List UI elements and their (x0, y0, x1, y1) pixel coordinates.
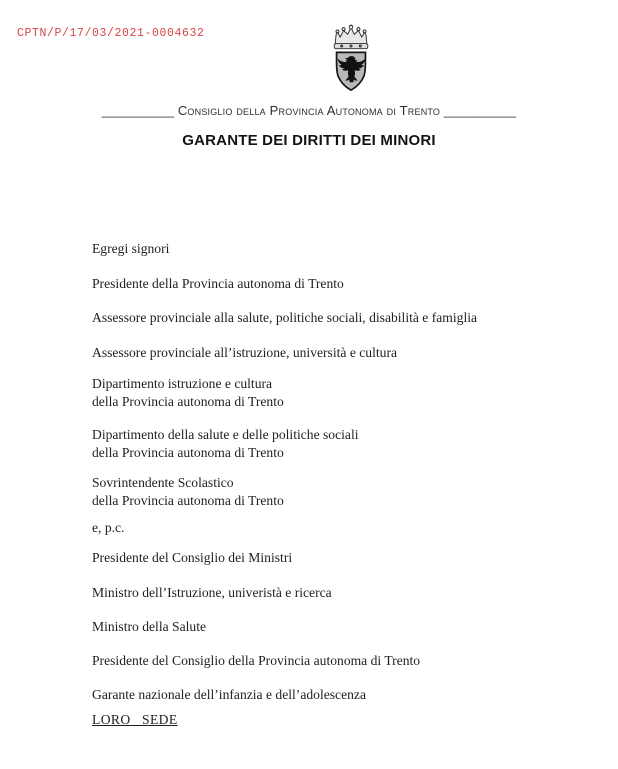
salutation: Egregi signori (92, 241, 170, 256)
cc-recipient-item: Presidente del Consiglio dei Ministri (92, 550, 293, 565)
cc-recipient-item: Ministro dell’Istruzione, univeristà e ricerca (92, 585, 332, 600)
cc-recipient-item: Ministro della Salute (92, 619, 207, 634)
recipient-item: Dipartimento della salute e delle politiche sociali della Provincia autonoma di Trento (92, 427, 359, 460)
protocol-number: CPTN/P/17/03/2021-0004632 (17, 27, 205, 40)
trento-coat-of-arms-icon (323, 23, 379, 93)
cc-recipient-item: Garante nazionale dell’infanzia e dell’adolescenza (92, 687, 366, 702)
cc-label: e, p.c. (92, 520, 125, 535)
header-rule-left: __________ (101, 103, 178, 118)
cc-recipient-item: Presidente del Consiglio della Provincia autonoma di Trento (92, 653, 421, 668)
address-line: LORO SEDE (92, 712, 178, 727)
institution-name: Consiglio della Provincia Autonoma di Trento (177, 103, 441, 118)
recipient-item: Dipartimento istruzione e cultura della Provincia autonoma di Trento (92, 376, 284, 409)
institution-header (0, 103, 618, 118)
header-rule-right: __________ (440, 103, 517, 118)
recipient-item: Assessore provinciale all’istruzione, università e cultura (92, 345, 398, 360)
recipient-item: Presidente della Provincia autonoma di Trento (92, 276, 344, 291)
recipient-item: Sovrintendente Scolastico della Provincia autonoma di Trento (92, 475, 284, 508)
recipient-item: Assessore provinciale alla salute, politiche sociali, disabilità e famiglia (92, 310, 478, 325)
page-title: GARANTE DEI DIRITTI DEI MINORI (182, 132, 436, 149)
